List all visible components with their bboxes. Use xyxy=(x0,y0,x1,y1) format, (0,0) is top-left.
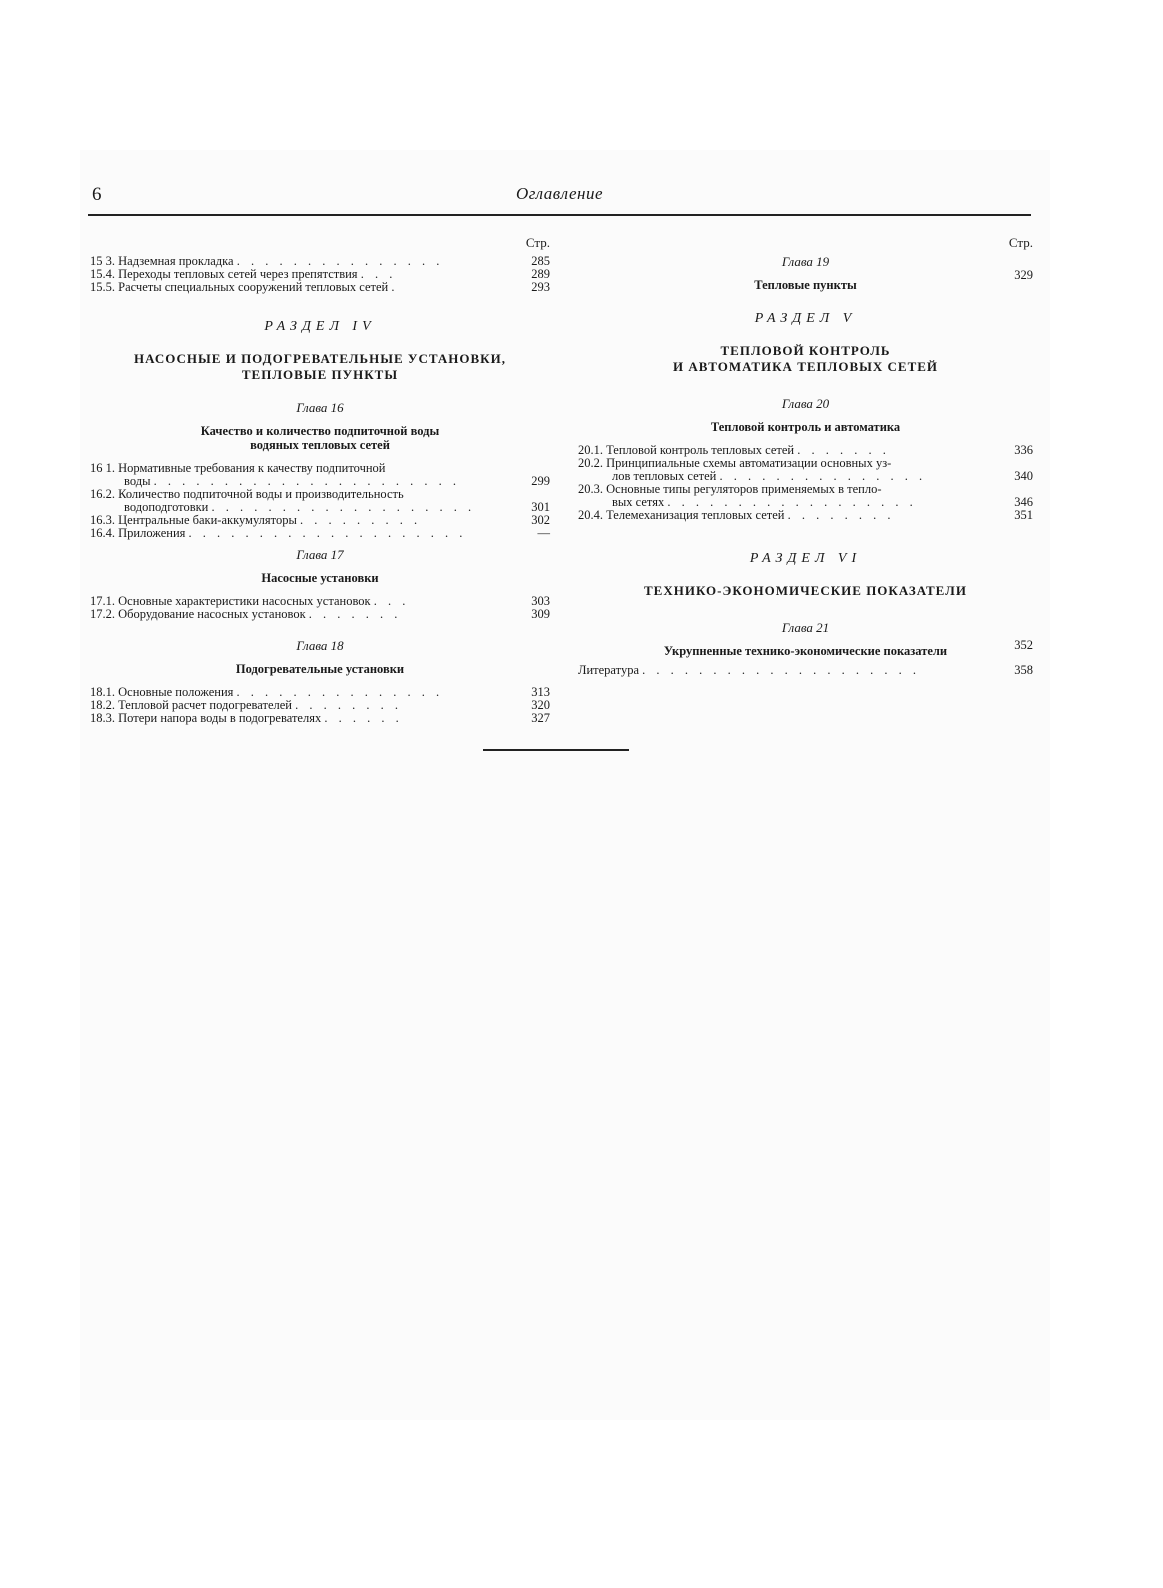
section-title: ТЕХНИКО-ЭКОНОМИЧЕСКИЕ ПОКАЗАТЕЛИ xyxy=(644,583,967,598)
entry-page: 299 xyxy=(531,474,550,488)
section-title-line: И АВТОМАТИКА ТЕПЛОВЫХ СЕТЕЙ xyxy=(672,359,939,374)
running-title: Оглавление xyxy=(515,184,604,203)
entry-page: 358 xyxy=(1014,663,1033,677)
section-title xyxy=(90,351,550,383)
leader-dots: . . . . . . . . . xyxy=(299,513,422,527)
entry-number: 20.1. xyxy=(578,443,603,457)
page-number: 6 xyxy=(92,184,102,205)
toc-entry xyxy=(578,509,1033,522)
toc-entry xyxy=(578,457,1033,483)
entry-number: 20.4. xyxy=(578,508,603,522)
entry-text: Основные типы регуляторов применяемых в тепло- xyxy=(606,482,882,496)
toc-entry xyxy=(90,488,550,514)
chapter-title: Укрупненные технико-экономические показатели xyxy=(663,644,948,658)
leader-dots: . . . . . . . xyxy=(308,607,402,621)
section-title-line: НАСОСНЫЕ И ПОДОГРЕВАТЕЛЬНЫЕ УСТАНОВКИ, xyxy=(134,351,506,366)
leader-dots: . . . . . . . . xyxy=(787,508,895,522)
chapter-label: Глава 21 xyxy=(781,620,830,635)
entry-number: 16.3. xyxy=(90,513,115,527)
entry-number: 20.3. xyxy=(578,482,603,496)
entry-text: Центральные баки-аккумуляторы xyxy=(118,513,297,527)
entry-number: 18.1. xyxy=(90,685,115,699)
entry-text: Приложения xyxy=(118,526,186,540)
entry-text: Принципиальные схемы автоматизации основных уз- xyxy=(606,456,892,470)
toc-right-column xyxy=(578,236,1033,677)
entry-number: 16.2. xyxy=(90,487,115,501)
toc-entry xyxy=(578,664,1033,677)
entry-text-continued: лов тепловых сетей xyxy=(612,469,717,483)
entry-text: Потери напора воды в подогревателях xyxy=(118,711,322,725)
chapter-title xyxy=(90,424,550,452)
section-title-line: ТЕПЛОВЫЕ ПУНКТЫ xyxy=(241,367,399,382)
entry-number: 15.5. xyxy=(90,280,115,294)
chapter-title: Насосные установки xyxy=(261,571,379,585)
section-label: РАЗДЕЛ V xyxy=(754,311,857,326)
leader-dots: . . . xyxy=(373,594,410,608)
page-column-header: Стр. xyxy=(1008,235,1033,250)
leader-dots: . . . . . . . . . . . . . . . xyxy=(236,254,444,268)
entry-text: Литература xyxy=(578,663,639,677)
entry-page: 313 xyxy=(531,685,550,699)
chapter-title-line: Качество и количество подпиточной воды xyxy=(200,424,440,438)
page-column-header: Стр. xyxy=(525,235,550,250)
entry-text-continued: вых сетях xyxy=(612,495,665,509)
page-header xyxy=(88,180,1031,216)
toc-entry xyxy=(90,527,550,540)
chapter-label: Глава 17 xyxy=(296,547,344,562)
entry-text: Основные положения xyxy=(118,685,234,699)
toc-entry xyxy=(90,712,550,725)
entry-page: 346 xyxy=(1014,495,1033,509)
entry-text: Телемеханизация тепловых сетей xyxy=(606,508,785,522)
entry-page: 327 xyxy=(531,711,550,725)
leader-dots: . . . . . . . . . . . . . . . xyxy=(719,469,927,483)
entry-number: 15 3. xyxy=(90,254,115,268)
entry-number: 17.2. xyxy=(90,607,115,621)
entry-page: 329 xyxy=(1014,268,1033,282)
leader-dots: . xyxy=(391,280,399,294)
entry-page: 303 xyxy=(531,594,550,608)
toc-entry xyxy=(90,608,550,621)
entry-page: 301 xyxy=(531,500,550,514)
toc-entry xyxy=(90,281,550,294)
toc-entry xyxy=(90,462,550,488)
section-label: РАЗДЕЛ IV xyxy=(264,319,376,334)
chapter-title: Подогревательные установки xyxy=(235,662,405,676)
entry-text: Основные характеристики насосных установок xyxy=(118,594,371,608)
entry-page: 340 xyxy=(1014,469,1033,483)
entry-page: 336 xyxy=(1014,443,1033,457)
toc-left-column xyxy=(90,236,550,725)
entry-number: 18.3. xyxy=(90,711,115,725)
chapter-label: Глава 16 xyxy=(296,400,344,415)
section-title-line: ТЕПЛОВОЙ КОНТРОЛЬ xyxy=(720,343,891,358)
entry-text: Тепловой расчет подогревателей xyxy=(118,698,292,712)
entry-number: 18.2. xyxy=(90,698,115,712)
entry-page: 289 xyxy=(531,267,550,281)
toc-entry xyxy=(578,268,1033,292)
leader-dots: . . . . . . . . . . . . . . . . . . . xyxy=(211,500,476,514)
entry-page: 302 xyxy=(531,513,550,527)
entry-page: — xyxy=(537,526,550,540)
entry-number: 15.4. xyxy=(90,267,115,281)
toc-entry xyxy=(578,483,1033,509)
chapter-title-line: водяных тепловых сетей xyxy=(250,438,390,452)
entry-text-continued: водоподготовки xyxy=(124,500,209,514)
leader-dots: . . . . . . . . . . . . . . . . . . . . xyxy=(188,526,467,540)
entry-text-continued: воды xyxy=(124,474,151,488)
toc-entry xyxy=(578,638,1033,658)
leader-dots: . . . . . . . . xyxy=(295,698,402,712)
entry-text: Нормативные требования к качеству подпиточной xyxy=(118,461,386,475)
entry-page: 352 xyxy=(1014,638,1033,652)
leader-dots: . . . . . . . xyxy=(797,443,890,457)
leader-dots: . . . . . . . . . . . . . . . . . . . . . . xyxy=(153,474,460,488)
section-label: РАЗДЕЛ VI xyxy=(749,551,862,566)
entry-text: Надземная прокладка xyxy=(118,254,234,268)
entry-number: 16 1. xyxy=(90,461,115,475)
entry-text: Оборудование насосных установок xyxy=(118,607,306,621)
section-title xyxy=(578,343,1033,375)
leader-dots: . . . . . . . . . . . . . . . . . . xyxy=(667,495,917,509)
entry-text: Количество подпиточной воды и производительность xyxy=(118,487,404,501)
chapter-title: Тепловые пункты xyxy=(754,278,857,292)
entry-page: 285 xyxy=(531,254,550,268)
leader-dots: . . . . . . xyxy=(324,711,403,725)
entry-text: Расчеты специальных сооружений тепловых сетей xyxy=(118,280,389,294)
chapter-label: Глава 19 xyxy=(781,254,830,269)
chapter-label: Глава 18 xyxy=(296,638,344,653)
entry-number: 16.4. xyxy=(90,526,115,540)
entry-page: 309 xyxy=(531,607,550,621)
entry-text: Тепловой контроль тепловых сетей xyxy=(606,443,795,457)
end-rule xyxy=(483,749,629,751)
leader-dots: . . . . . . . . . . . . . . . xyxy=(236,685,444,699)
entry-number: 17.1. xyxy=(90,594,115,608)
entry-number: 20.2. xyxy=(578,456,603,470)
entry-page: 320 xyxy=(531,698,550,712)
chapter-label: Глава 20 xyxy=(781,396,830,411)
leader-dots: . . . . . . . . . . . . . . . . . . . . xyxy=(642,663,920,677)
entry-page: 351 xyxy=(1014,508,1033,522)
entry-text: Переходы тепловых сетей через препятствия xyxy=(118,267,358,281)
entry-page: 293 xyxy=(531,280,550,294)
chapter-title: Тепловой контроль и автоматика xyxy=(710,420,901,434)
leader-dots: . . . xyxy=(360,267,397,281)
